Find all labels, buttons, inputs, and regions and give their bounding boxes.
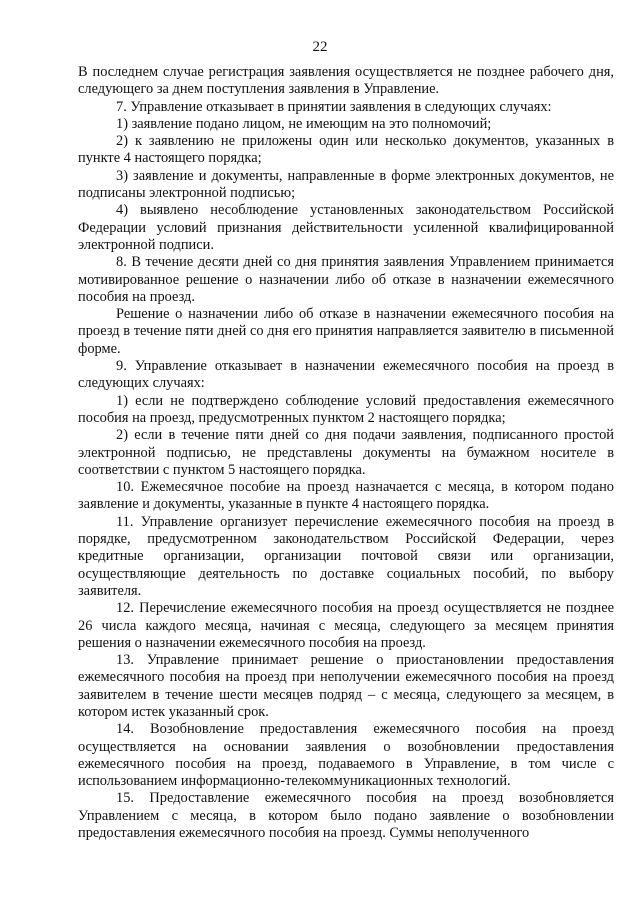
paragraph: 13. Управление принимает решение о приостановлении предоставления ежемесячного пособия на проезд при неполучении ежемесячного пособия на проезд заявителем в течение шести месяцев подряд – с месяца, следующего за месяцем, в котором истек указанный срок. — [78, 652, 614, 720]
paragraph: 7. Управление отказывает в принятии заявления в следующих случаях: — [116, 98, 552, 115]
page-number: 22 — [312, 39, 328, 55]
paragraph: 1) если не подтверждено соблюдение условий предоставления ежемесячного пособия на проезд, предусмотренных пунктом 2 настоящего порядка; — [78, 392, 614, 426]
paragraph: 12. Перечисление ежемесячного пособия на проезд осуществляется не позднее 26 числа каждого месяца, начиная с месяца, следующего за месяцем принятия решения о назначении ежемесячного пособия на проезд. — [78, 600, 614, 651]
paragraph: 9. Управление отказывает в назначении ежемесячного пособия на проезд в следующих случаях: — [78, 358, 614, 392]
paragraph: В последнем случае регистрация заявления осуществляется не позднее рабочего дня, следующего за днем поступления заявления в Управление. — [78, 64, 614, 98]
paragraph: 11. Управление организует перечисление ежемесячного пособия на проезд в порядке, предусмотренном законодательством Российской Федерации, через кредитные организации, организации почтовой связи или организации, осуществляющие деятельность по доставке социальных пособий, по выбору заявителя. — [78, 513, 614, 599]
paragraph: Решение о назначении либо об отказе в назначении ежемесячного пособия на проезд в течение пяти дней со дня его принятия направляется заявителю в письменной форме. — [78, 306, 614, 357]
paragraph: 15. Предоставление ежемесячного пособия на проезд возобновляется Управлением с месяца, в котором было подано заявление о возобновлении предоставления ежемесячного пособия на проезд. Суммы неполученного — [78, 790, 614, 842]
paragraph: 8. В течение десяти дней со дня принятия заявления Управлением принимается мотивированное решение о назначении либо об отказе в назначении ежемесячного пособия на проезд. — [78, 254, 614, 305]
paragraph: 10. Ежемесячное пособие на проезд назначается с месяца, в котором подано заявление и документы, указанные в пункте 4 настоящего порядка. — [78, 479, 614, 513]
document-body — [78, 64, 614, 842]
paragraph: 2) если в течение пяти дней со дня подачи заявления, подписанного простой электронной подписью, не представлены документы на бумажном носителе в соответствии с пунктом 5 настоящего порядка. — [78, 427, 614, 478]
paragraph: 2) к заявлению не приложены один или несколько документов, указанных в пункте 4 настоящего порядка; — [78, 133, 614, 167]
paragraph: 3) заявление и документы, направленные в форме электронных документов, не подписаны электронной подписью; — [78, 167, 614, 202]
paragraph: 4) выявлено несоблюдение установленных законодательством Российской Федерации условий признания действительности усиленной квалифицированной электронной подписи. — [78, 202, 614, 253]
paragraph: 14. Возобновление предоставления ежемесячного пособия на проезд осуществляется на основании заявления о возобновлении предоставления ежемесячного пособия на проезд, подаваемого в Управление, в том числе с использованием информационно-телекоммуникационных технологий. — [78, 721, 614, 790]
paragraph: 1) заявление подано лицом, не имеющим на это полномочий; — [116, 115, 492, 132]
